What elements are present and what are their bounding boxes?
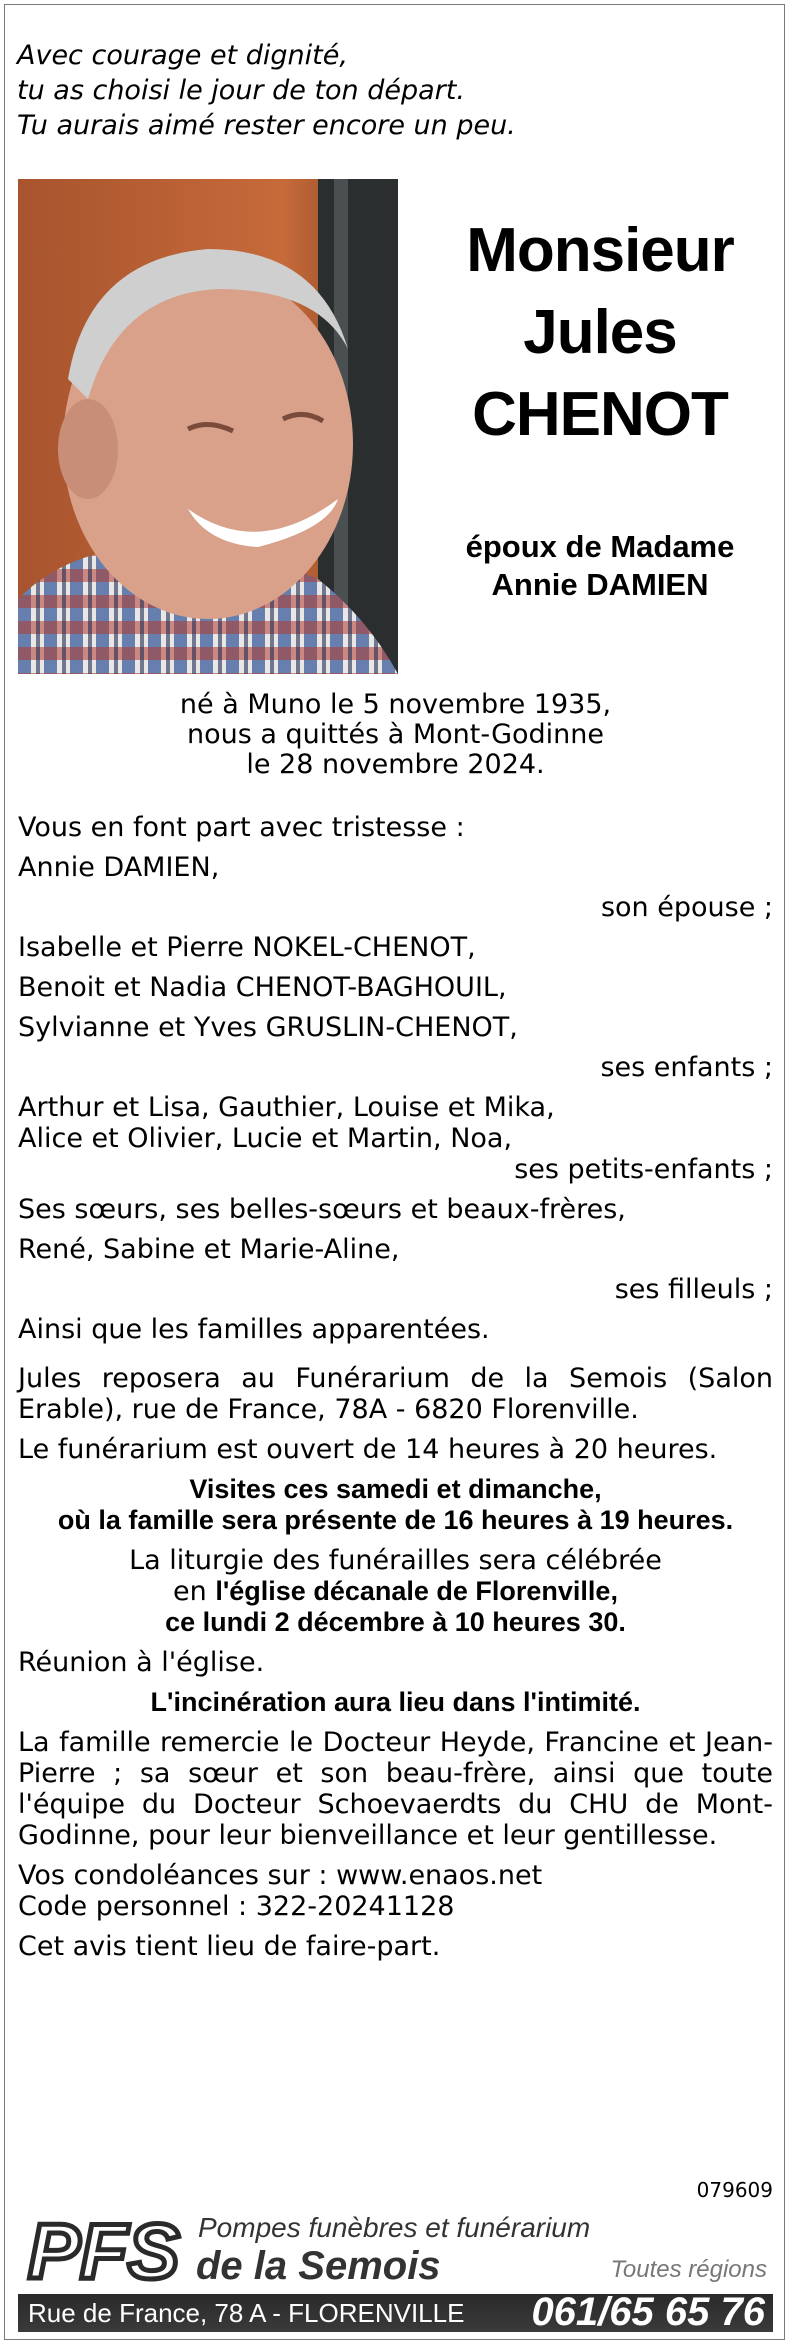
pfs-logo xyxy=(24,2212,184,2292)
regions-label: Toutes régions xyxy=(610,2256,767,2283)
meeting-note: Réunion à l'église. xyxy=(18,1647,265,1678)
visits-line: où la famille sera présente de 16 heures à 19 heures. xyxy=(57,1505,734,1535)
poem-line: Avec courage et dignité, xyxy=(17,40,348,71)
died-line: nous a quittés à Mont-Godinne xyxy=(187,719,604,750)
spouse-role: son épouse ; xyxy=(600,892,773,923)
child-entry: Sylvianne et Yves GRUSLIN-CHENOT, xyxy=(18,1012,518,1043)
reference-number: 079609 xyxy=(696,2178,773,2202)
cremation-note: L'incinération aura lieu dans l'intimité. xyxy=(150,1687,641,1717)
personal-code: Code personnel : 322-20241128 xyxy=(18,1891,455,1922)
poem-line: tu as choisi le jour de ton départ. xyxy=(17,75,465,106)
footer-bar xyxy=(18,2290,773,2334)
funerarium-hours: Le funérarium est ouvert de 14 heures à 20 heures. xyxy=(18,1434,718,1465)
spouse-line: époux de Madame xyxy=(465,529,735,564)
child-entry: Benoit et Nadia CHENOT-BAGHOUIL, xyxy=(18,972,507,1003)
liturgy-line: La liturgie des funérailles sera célébrée xyxy=(129,1545,662,1576)
deceased-last-name: CHENOT xyxy=(472,380,728,449)
grandchildren-entry: Alice et Olivier, Lucie et Martin, Noa, xyxy=(18,1123,513,1154)
rest-place: Jules reposera au Funérarium de la Semois (Salon Erable), rue de France, 78A - 6820 Florenville. xyxy=(18,1363,773,1425)
funeral-home-tagline: Pompes funèbres et funérarium xyxy=(198,2212,591,2243)
liturgy-date: ce lundi 2 décembre à 10 heures 30. xyxy=(165,1607,626,1637)
grandchildren-entry: Arthur et Lisa, Gauthier, Louise et Mika, xyxy=(18,1092,555,1123)
funeral-home-address: Rue de France, 78 A - FLORENVILLE xyxy=(28,2298,465,2328)
deceased-first-name: Jules xyxy=(523,298,677,367)
deceased-title: Monsieur xyxy=(466,216,734,285)
godchildren-role: ses filleuls ; xyxy=(614,1274,773,1305)
deceased-name xyxy=(420,210,780,456)
child-entry: Isabelle et Pierre NOKEL-CHENOT, xyxy=(18,932,476,963)
spouse-name: Annie DAMIEN xyxy=(491,567,709,602)
funeral-home-name: de la Semois xyxy=(196,2244,441,2288)
liturgy-place-line xyxy=(18,1576,773,1607)
funeral-home-phone[interactable]: 061/65 65 76 xyxy=(531,2290,765,2334)
thanks-paragraph: La famille remercie le Docteur Heyde, Francine et Jean-Pierre ; sa sœur et son beau-frère, ainsi que toute l'équipe du Docteur Schoevaerdts du CHU de Mont-Godinne, pour leur bienveillance et leur gentillesse. xyxy=(18,1727,773,1851)
liturgy-place: l'église décanale de Florenville, xyxy=(215,1576,618,1606)
visits-line: Visites ces samedi et dimanche, xyxy=(189,1474,602,1504)
poem xyxy=(17,38,777,143)
birth-death-block xyxy=(0,690,791,780)
funeral-home-footer xyxy=(18,2212,773,2332)
deceased-photo xyxy=(18,179,398,674)
spouse-block xyxy=(420,528,780,604)
born-line: né à Muno le 5 novembre 1935, xyxy=(179,689,612,720)
condolences-link[interactable]: Vos condoléances sur : www.enaos.net xyxy=(18,1860,543,1891)
svg-text:PFS: PFS xyxy=(28,2212,180,2292)
liturgy-prefix: en xyxy=(173,1576,216,1607)
spouse-entry: Annie DAMIEN, xyxy=(18,852,220,883)
death-date-line: le 28 novembre 2024. xyxy=(246,749,545,780)
poem-line: Tu aurais aimé rester encore un peu. xyxy=(17,110,516,141)
children-role: ses enfants ; xyxy=(600,1052,773,1083)
family-intro: Vous en font part avec tristesse : xyxy=(18,812,465,843)
obituary-body xyxy=(18,812,773,1962)
notice-note: Cet avis tient lieu de faire-part. xyxy=(18,1931,441,1962)
siblings-entry: Ses sœurs, ses belles-sœurs et beaux-frères, xyxy=(18,1194,626,1225)
relatives-entry: Ainsi que les familles apparentées. xyxy=(18,1314,490,1345)
grandchildren-role: ses petits-enfants ; xyxy=(514,1154,773,1185)
godchildren-entry: René, Sabine et Marie-Aline, xyxy=(18,1234,400,1265)
